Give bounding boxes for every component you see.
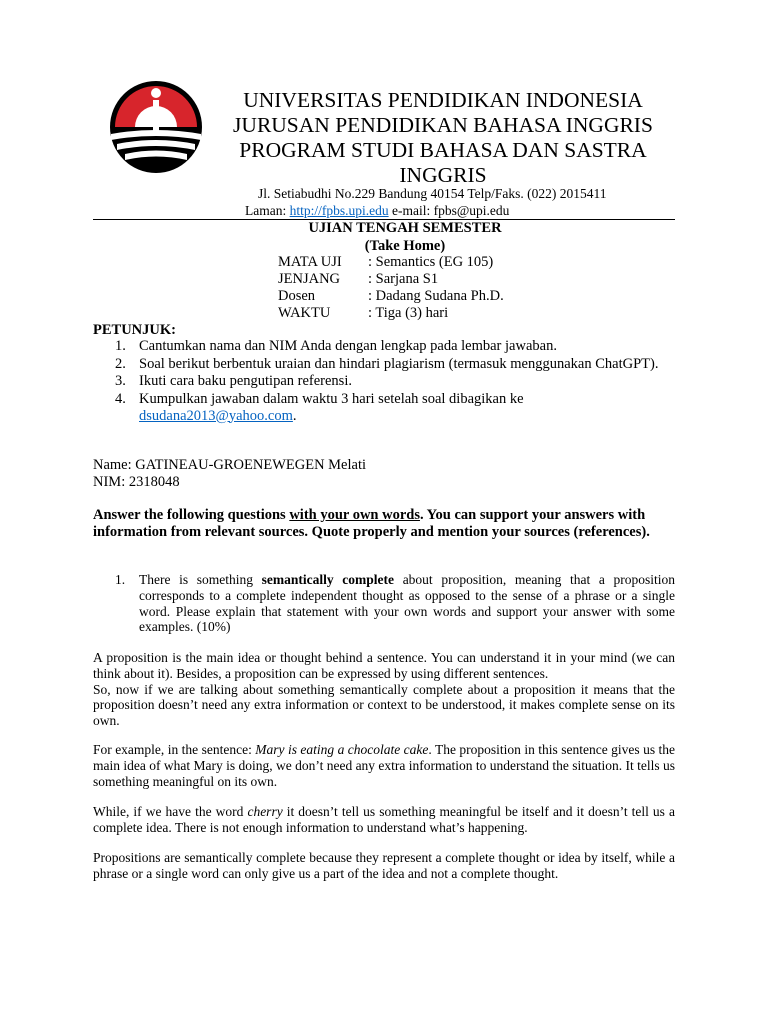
meta-key: MATA UJI: [278, 254, 342, 270]
petunjuk-list: [93, 338, 663, 425]
student-name: Name: GATINEAU-GROENEWEGEN Melati: [93, 457, 367, 473]
meta-value: : Semantics (EG 105): [368, 254, 494, 270]
meta-row: [278, 288, 504, 305]
meta-key: Dosen: [278, 288, 316, 304]
item-number: 4.: [115, 390, 126, 407]
answer-paragraph-example: [93, 742, 675, 789]
website-link[interactable]: http://fpbs.upi.edu: [289, 203, 389, 218]
meta-row: [278, 254, 504, 271]
question-1: [93, 572, 675, 635]
exam-title: UJIAN TENGAH SEMESTER: [308, 220, 502, 236]
answer-instructions: [93, 507, 673, 541]
meta-key: WAKTU: [278, 305, 331, 321]
petunjuk-heading: PETUNJUK:: [93, 322, 176, 338]
instructions-text: Answer the following questions: [93, 507, 290, 523]
question-number: 1.: [115, 572, 126, 587]
meta-row: [278, 271, 504, 288]
institution-line: PROGRAM STUDI BAHASA DAN SASTRA: [239, 138, 647, 162]
answer-text: it doesn’t tell us something meaningful be itself and it doesn’t tell us a complete idea. There is not enough information to understand what’s happening.: [93, 804, 675, 835]
meta-value: : Tiga (3) hari: [368, 305, 449, 321]
question-text: [139, 572, 675, 635]
answer-paragraph-cherry: [93, 804, 675, 836]
email-text: e-mail: fpbs@upi.edu: [388, 203, 510, 218]
answer-paragraph-conclusion: Propositions are semantically complete because they represent a complete thought or idea by itself, while a phrase or a single word can only give us a part of the idea and not a complete thought.: [93, 850, 675, 881]
exam-subtitle: (Take Home): [364, 238, 446, 254]
question-bold: semantically complete: [261, 572, 395, 587]
instructions-text-end: . You can support your answers with information from relevant sources. Quote properly and mention your sources (references).: [93, 507, 650, 540]
item-number: 1.: [115, 338, 126, 354]
item-text: Kumpulkan jawaban dalam waktu 3 hari setelah soal dibagikan ke: [139, 390, 524, 407]
item-number: 3.: [115, 373, 126, 389]
item-number: 2.: [115, 355, 126, 372]
item-text-end: .: [292, 407, 297, 424]
question-text-start: There is something: [139, 572, 262, 587]
student-info: [93, 457, 366, 491]
university-logo-icon: [97, 80, 215, 174]
laman-label: Laman:: [245, 203, 290, 218]
item-text: Cantumkan nama dan NIM Anda dengan lengkap pada lembar jawaban.: [139, 338, 557, 354]
answer-italic: Mary is eating a chocolate cake: [255, 742, 429, 757]
item-text-container: [139, 391, 663, 425]
answer-text: For example, in the sentence:: [93, 742, 256, 757]
list-item: [93, 391, 663, 425]
institution-contact: [245, 203, 509, 219]
exam-meta: [278, 254, 504, 322]
answer-paragraph: So, now if we are talking about something semantically complete about a proposition it means that the proposition doesn’t need any extra information or context to be understood, it makes complete sense on its own.: [93, 681, 675, 729]
answer-paragraphs-1: [93, 650, 675, 729]
instructions-underlined: with your own words: [289, 507, 420, 523]
list-item: [93, 338, 663, 355]
meta-key: JENJANG: [278, 271, 341, 287]
answer-italic: cherry: [247, 804, 283, 819]
institution-line: INGGRIS: [399, 163, 487, 187]
institution-name: [208, 88, 678, 188]
answer-text: . The proposition in this sentence gives us the main idea of what Mary is doing, we don’t need any extra information to understand the situation. It tells us something meaningful on its own.: [93, 742, 675, 789]
meta-row: [278, 305, 504, 322]
list-item: [93, 356, 663, 373]
item-text: Soal berikut berbentuk uraian dan hindari plagiarism (termasuk menggunakan ChatGPT).: [139, 355, 659, 372]
question-text-end: about proposition, meaning that a proposition corresponds to a complete independent thought as opposed to the sense of a phrase or a single word. Please explain that statement with your own words and support your answer with some examples. (10%): [139, 572, 676, 635]
student-nim: NIM: 2318048: [93, 474, 180, 490]
answer-text: While, if we have the word: [93, 804, 248, 819]
item-text: Ikuti cara baku pengutipan referensi.: [139, 373, 352, 389]
institution-line: UNIVERSITAS PENDIDIKAN INDONESIA: [243, 88, 643, 112]
institution-line: JURUSAN PENDIDIKAN BAHASA INGGRIS: [233, 113, 653, 137]
institution-address: Jl. Setiabudhi No.229 Bandung 40154 Telp/Faks. (022) 2015411: [258, 186, 607, 201]
list-item: [93, 373, 663, 390]
submission-email-link[interactable]: dsudana2013@yahoo.com: [139, 407, 293, 424]
answer-paragraph: A proposition is the main idea or thought behind a sentence. You can understand it in your mind (we can think about it). Besides, a proposition can be expressed by using different sentences.: [93, 650, 675, 681]
meta-value: : Dadang Sudana Ph.D.: [368, 288, 504, 304]
meta-value: : Sarjana S1: [368, 271, 439, 287]
